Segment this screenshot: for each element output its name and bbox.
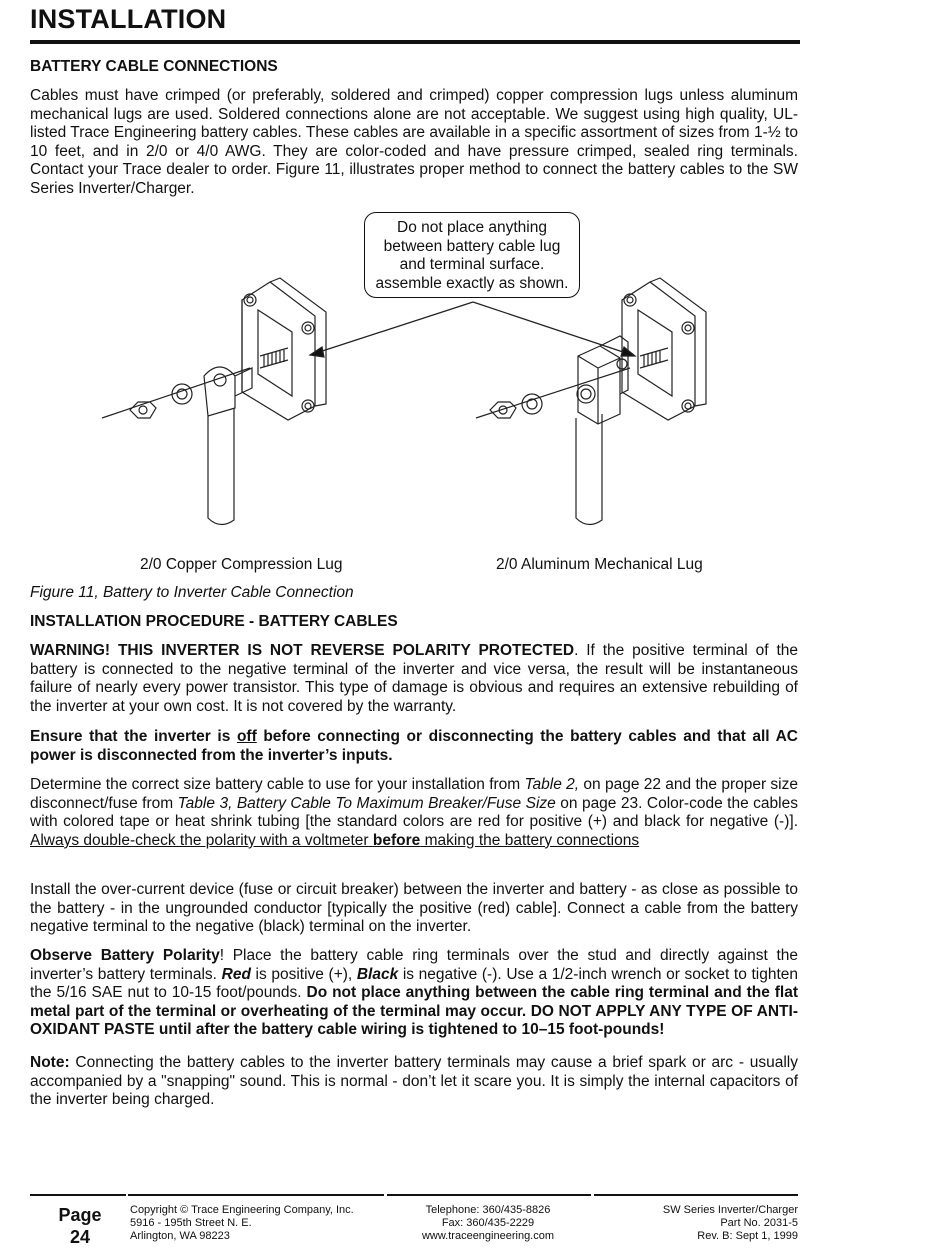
footer-product: [600, 1204, 798, 1243]
page-number: 24: [69, 1227, 91, 1247]
callout-arrow-left: [310, 302, 473, 355]
figure-caption: Figure 11, Battery to Inverter Cable Connection: [30, 584, 354, 601]
note-paragraph: [30, 1054, 798, 1110]
footer-telephone: Telephone: 360/435-8826: [425, 1204, 551, 1216]
polarity-paragraph: [30, 947, 798, 1040]
callout-arrow-right: [473, 302, 635, 356]
callout-line-4: assemble exactly as shown.: [375, 274, 569, 292]
cable-size-text-b: on page 22 and the proper size disconnect/fuse from: [30, 776, 798, 812]
title-rule: [30, 40, 800, 44]
cable-size-text-c: on page 23. Color-code the cables with colored tape or heat shrink tubing [the standard colors are red for positive (+) and black for negative (-)].: [30, 794, 798, 831]
footer-address: [130, 1204, 354, 1243]
right-aluminum-lug: [576, 336, 628, 525]
page-title: INSTALLATION: [30, 4, 227, 34]
section-heading-installation-procedure: INSTALLATION PROCEDURE - BATTERY CABLES: [30, 613, 398, 630]
page-word: Page: [58, 1205, 102, 1225]
footer-rule-4: [594, 1194, 798, 1196]
footer-city: Arlington, WA 98223: [130, 1230, 230, 1242]
footer-product-name: SW Series Inverter/Charger: [662, 1204, 798, 1216]
warning-paragraph: [30, 642, 798, 716]
before-word: before: [372, 831, 421, 849]
ensure-off-word: off: [236, 728, 257, 745]
battery-cable-paragraph: Cables must have crimped (or preferably, soldered and crimped) copper compression lugs unless aluminum mechanical lugs are used. Soldered connections alone are not acceptable. We suggest using high quality, UL-listed Trace Engineering battery cables. These cables are available in a specific assortment of sizes from 1-½ to 10 feet, and in 2/0 or 4/0 AWG. They are color-coded and have pressure crimped, sealed ring terminals. Contact your Trace dealer to order. Figure 11, illustrates proper method to connect the battery cables to the SW Series Inverter/Charger.: [30, 87, 798, 197]
cable-size-paragraph: [30, 776, 798, 850]
ensure-text-b: before connecting or disconnecting the battery cables and that all AC power is disconnected from the inverter’s inputs.: [30, 728, 798, 764]
cable-size-text-a: Determine the correct size battery cable to use for your installation from: [30, 776, 525, 793]
callout-line-1: Do not place anything: [397, 219, 547, 236]
figure-callout: [364, 212, 580, 298]
footer-street: 5916 - 195th Street N. E.: [130, 1217, 252, 1229]
polarity-text-c: is negative (-). Use a 1/2-inch wrench or socket to tighten the 5/16 SAE nut to 10-15 foot/pounds.: [30, 965, 799, 1002]
warning-bold: WARNING! THIS INVERTER IS NOT REVERSE POLARITY PROTECTED: [30, 642, 575, 659]
polarity-text-b: is positive (+),: [250, 965, 357, 983]
footer-website: www.traceengineering.com: [421, 1230, 555, 1242]
table3-ref: Table 3, Battery Cable To Maximum Breaker/Fuse Size: [177, 794, 556, 812]
note-text: Connecting the battery cables to the inverter battery terminals may cause a brief spark or arc - usually accompanied by a "snapping" sound. This is normal - don’t let it scare you. It is simply the internal capacitors of the inverter being charged.: [30, 1054, 798, 1109]
ensure-text-a: Ensure that the inverter is: [30, 728, 237, 745]
footer-copyright: Copyright © Trace Engineering Company, Inc.: [130, 1204, 354, 1216]
footer-rule-1: [30, 1194, 126, 1196]
footer-rule-2: [128, 1194, 384, 1196]
copper-lug-label: 2/0 Copper Compression Lug: [140, 556, 343, 573]
note-label: Note:: [30, 1054, 70, 1071]
table2-ref: Table 2,: [524, 776, 580, 793]
anti-oxidant-warning: Do not place anything between the cable ring terminal and the flat metal part of the terminal or overheating of the terminal may occur. DO NOT APPLY ANY TYPE OF ANTI-OXIDANT PASTE until after the battery cable wiring is tightened to 10–15 foot-pounds!: [30, 984, 798, 1039]
black-word: Black: [356, 965, 399, 983]
footer-revision: Rev. B: Sept 1, 1999: [697, 1230, 798, 1242]
footer-contact: [400, 1204, 576, 1243]
footer-fax: Fax: 360/435-2229: [441, 1217, 535, 1229]
section-heading-battery-cable-connections: BATTERY CABLE CONNECTIONS: [30, 58, 278, 75]
observe-polarity-bold: Observe Battery Polarity: [30, 947, 220, 964]
overcurrent-paragraph: Install the over-current device (fuse or circuit breaker) between the inverter and battery - as close as possible to the battery - in the ungrounded conductor [typically the positive (red) cable]. Connect a cable from the battery negative terminal to the negative (black) terminal on the inverter.: [30, 881, 798, 936]
footer-part-number: Part No. 2031-5: [720, 1217, 798, 1229]
page-number-block: [55, 1204, 105, 1248]
polarity-check-text: Always double-check the polarity with a voltmeter: [30, 831, 373, 849]
ensure-off-paragraph: [30, 728, 798, 765]
polarity-check-text-b: making the battery connections: [420, 831, 640, 849]
footer-rule-3: [387, 1194, 591, 1196]
aluminum-lug-label: 2/0 Aluminum Mechanical Lug: [496, 556, 703, 573]
warning-text: . If the positive terminal of the battery is connected to the negative terminal of the inverter and vice versa, the result will be instantaneous failure of nearly every power transistor. This type of damage is obvious and requires an extensive rebuilding of the inverter at your own cost. It is not covered by the warranty.: [30, 642, 798, 715]
red-word: Red: [221, 965, 251, 983]
polarity-text-a: ! Place the battery cable ring terminals over the stud and directly against the inverter’s battery terminals.: [30, 947, 798, 983]
callout-line-2: between battery cable lug: [383, 237, 561, 255]
callout-line-3: and terminal surface.: [399, 256, 545, 273]
